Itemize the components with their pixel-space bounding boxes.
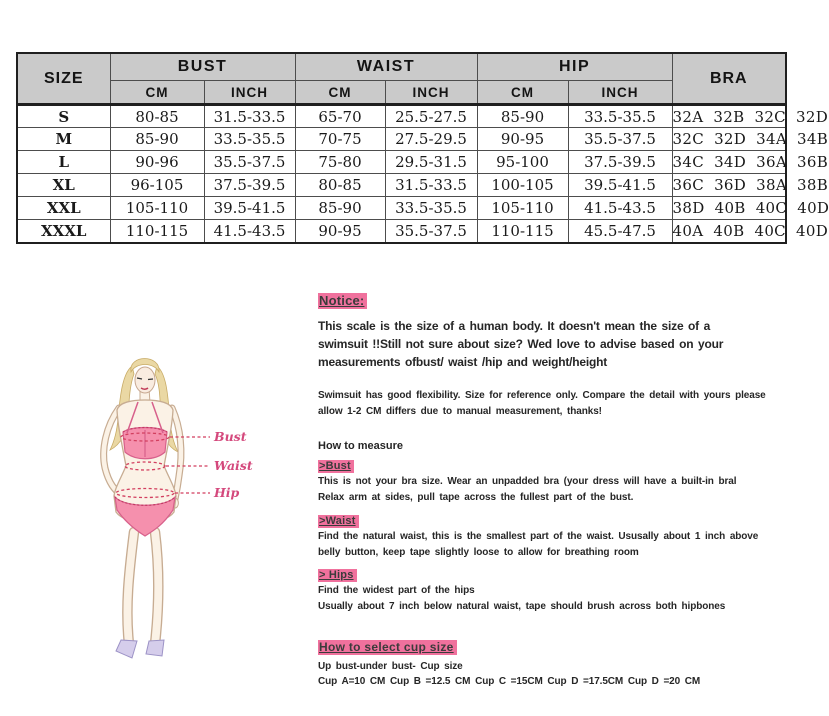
hip-cm-cell: 85-90 [477,105,568,128]
waist-inch-header: INCH [385,81,477,105]
bust-inch-cell: 35.5-37.5 [204,151,295,174]
bust-section-label: >Bust [318,460,354,473]
figure-illustration [60,340,310,670]
waist-cm-header: CM [295,81,385,105]
hip-inch-cell: 39.5-41.5 [568,174,672,197]
notice-heading: Notice: [318,293,367,309]
size-cell: M [17,128,110,151]
bra-cell: 34C 34D 36A 36B [672,151,786,174]
flexibility-line: Swimsuit has good flexibility. Size for reference only. Compare the detail with yours please [318,390,766,401]
table-header [17,53,786,105]
waist-instructions [318,529,796,560]
bust-inch-header: INCH [204,81,295,105]
cup-size-heading: How to select cup size [318,640,457,655]
hip-cm-cell: 95-100 [477,151,568,174]
hips-instruction-line: Find the widest part of the hips [318,585,475,597]
bust-inch-cell: 41.5-43.5 [204,220,295,243]
bust-inch-cell: 31.5-33.5 [204,105,295,128]
waist-inch-cell: 33.5-35.5 [385,197,477,220]
bra-cell: 32A 32B 32C 32D [672,105,786,128]
waist-cm-cell: 70-75 [295,128,385,151]
hip-cm-cell: 100-105 [477,174,568,197]
bust-inch-cell: 37.5-39.5 [204,174,295,197]
bust-cm-cell: 96-105 [110,174,204,197]
waist-cm-cell: 65-70 [295,105,385,128]
hip-cm-cell: 105-110 [477,197,568,220]
figure-hip-label: Hip [214,485,240,500]
figure-waist-label: Waist [214,458,253,473]
hips-instruction-line: Usually about 7 inch below natural waist, tape should brush across both hipbones [318,600,726,612]
bust-cm-cell: 80-85 [110,105,204,128]
size-cell: S [17,105,110,128]
size-table-body [17,105,829,243]
size-cell: XL [17,174,110,197]
hip-inch-cell: 37.5-39.5 [568,151,672,174]
figure-bust-label: Bust [214,429,247,444]
bra-cell: 32C 32D 34A 34B [672,128,786,151]
table-row [17,220,786,243]
notes-column [318,292,796,690]
waist-group-header: WAIST [295,53,477,81]
waist-cm-cell: 85-90 [295,197,385,220]
waist-cm-cell: 90-95 [295,220,385,243]
body-sketch [60,340,310,670]
waist-instruction-line: belly button, keep tape slightly loose to allow for breathing room [318,546,639,558]
waist-section-label: >Waist [318,515,359,528]
right-shoe [146,640,164,656]
hips-section-label: > Hips [318,569,357,582]
hip-inch-cell: 41.5-43.5 [568,197,672,220]
bust-cm-cell: 110-115 [110,220,204,243]
bust-group-header: BUST [110,53,295,81]
notice-paragraph [318,317,796,371]
flexibility-line: allow 1-2 CM differs due to manual measurement, thanks! [318,405,602,417]
cup-size-line: Up bust-under bust- Cup size [318,660,463,672]
waist-inch-cell: 29.5-31.5 [385,151,477,174]
bra-cell: 38D 40B 40C 40D [672,197,786,220]
bust-cm-cell: 105-110 [110,197,204,220]
flexibility-paragraph [318,388,796,419]
hip-inch-cell: 35.5-37.5 [568,128,672,151]
cup-size-instructions [318,659,796,690]
waist-inch-cell: 31.5-33.5 [385,174,477,197]
waist-inch-cell: 25.5-27.5 [385,105,477,128]
waist-cm-cell: 80-85 [295,174,385,197]
table-row [17,105,786,128]
bust-cm-cell: 90-96 [110,151,204,174]
hip-inch-cell: 33.5-35.5 [568,105,672,128]
bust-inch-cell: 33.5-35.5 [204,128,295,151]
notice-line: swimsuit !!Still not sure about size? Wed love to advise based on your [318,337,724,351]
size-chart-table [16,52,829,244]
bust-cm-cell: 85-90 [110,128,204,151]
left-shoe [116,640,137,658]
notice-line: measurements ofbust/ waist /hip and weight/height [318,355,608,369]
hip-group-header: HIP [477,53,672,81]
bust-instruction-line: This is not your bra size. Wear an unpadded bra (your dress will have a built-in bral [318,476,737,488]
bra-cell: 36C 36D 38A 38B [672,174,786,197]
hip-cm-cell: 90-95 [477,128,568,151]
waist-inch-cell: 27.5-29.5 [385,128,477,151]
size-cell: XXL [17,197,110,220]
bra-column-header: BRA [672,53,786,105]
size-cell: XXXL [17,220,110,243]
size-cell: L [17,151,110,174]
notice-line: This scale is the size of a human body. It doesn't mean the size of a [318,319,711,333]
cup-size-line: Cup A=10 CM Cup B =12.5 CM Cup C =15CM Cup D =17.5CM Cup D =20 CM [318,676,701,688]
hip-cm-header: CM [477,81,568,105]
bust-instruction-line: Relax arm at sides, pull tape across the fullest part of the bust. [318,492,634,504]
table-row [17,174,786,197]
bust-instructions [318,474,796,505]
bust-cm-header: CM [110,81,204,105]
table-row [17,128,786,151]
bust-inch-cell: 39.5-41.5 [204,197,295,220]
waist-cm-cell: 75-80 [295,151,385,174]
how-to-measure-heading: How to measure [318,440,403,453]
waist-inch-cell: 35.5-37.5 [385,220,477,243]
hip-inch-header: INCH [568,81,672,105]
table-row [17,197,786,220]
bra-cell: 40A 40B 40C 40D [672,220,786,243]
hip-inch-cell: 45.5-47.5 [568,220,672,243]
hips-instructions [318,583,796,614]
waist-instruction-line: Find the natural waist, this is the smallest part of the waist. Ususally about 1 inch above [318,530,759,542]
hip-cm-cell: 110-115 [477,220,568,243]
size-column-header: SIZE [17,53,110,105]
table-row [17,151,786,174]
